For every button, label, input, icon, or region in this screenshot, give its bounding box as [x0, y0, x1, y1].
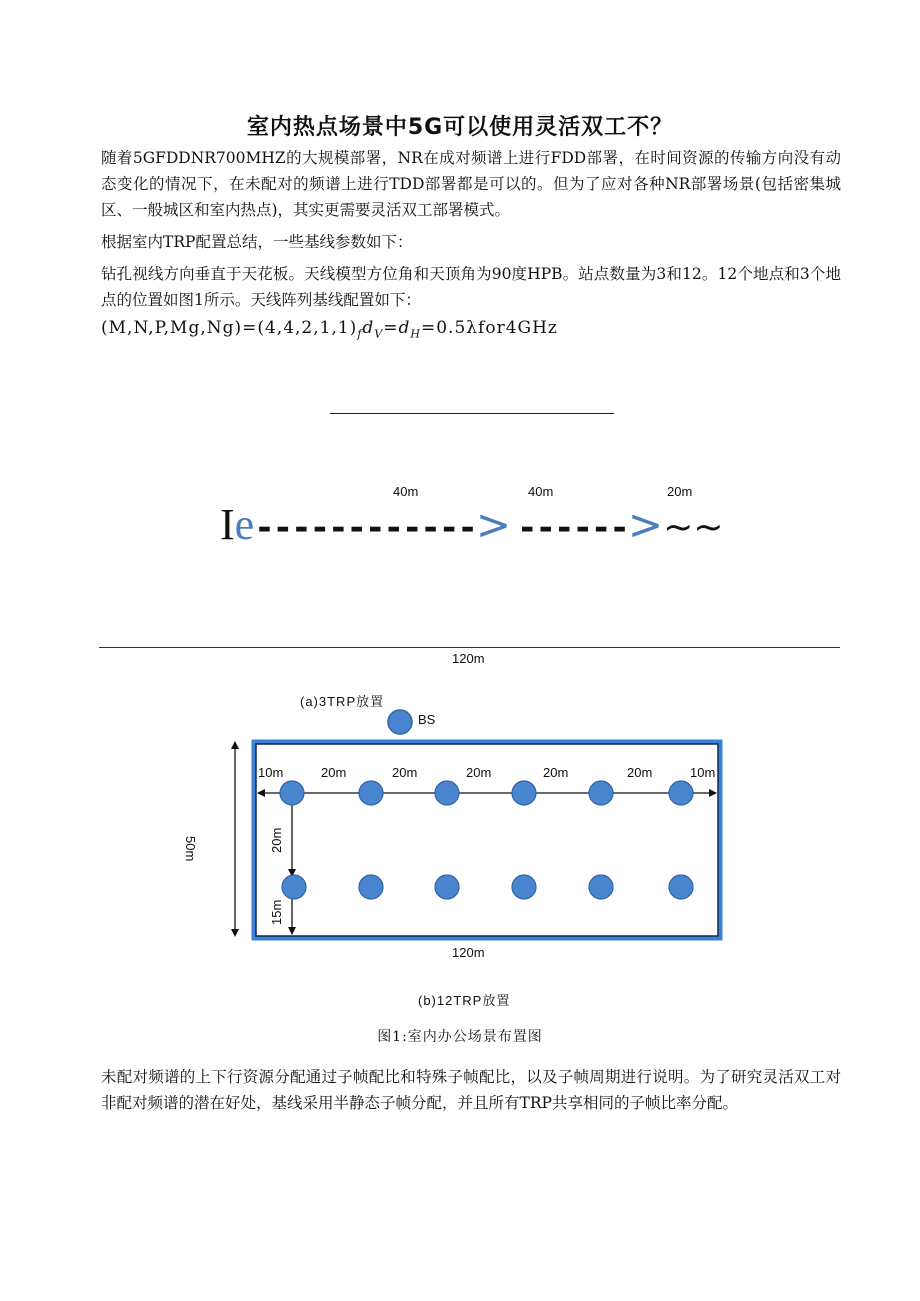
- formula-dv-sub: V: [374, 327, 384, 341]
- baseline-paragraph: 根据室内TRP配置总结，一些基线参数如下：: [101, 233, 413, 251]
- formula-suffix: =0.5λfor4GHz: [420, 318, 558, 338]
- vertical-15-label: 15m: [269, 899, 284, 925]
- formula-prefix: (M,N,P,Mg,Ng)=(4,4,2,1,1): [101, 318, 358, 338]
- trp-node: [512, 875, 536, 899]
- trp-node: [435, 781, 459, 805]
- fig-a-arrowhead-1: >: [475, 500, 512, 549]
- top-dist-5: 20m: [543, 765, 569, 780]
- vertical-20-label: 20m: [269, 827, 284, 853]
- formula-eq: =: [383, 318, 399, 338]
- top-dist-6: 20m: [627, 765, 653, 780]
- fig-b-caption: (b)12TRP放置: [418, 993, 511, 1008]
- fig-b-width-label: 120m: [452, 945, 485, 960]
- formula-dv: d: [362, 318, 375, 338]
- fig-a-dashes-1: ------------: [254, 508, 476, 548]
- page-title: 室内热点场景中5G可以使用灵活双工不？: [246, 115, 674, 140]
- top-dist-4: 20m: [466, 765, 492, 780]
- fig-a-glyph-i: I: [220, 500, 235, 549]
- trp-node: [359, 781, 383, 805]
- trp-node: [359, 875, 383, 899]
- trp-node: [669, 875, 693, 899]
- trp-node: [669, 781, 693, 805]
- antenna-paragraph: 钻孔视线方向垂直于天花板。天线模型方位角和天顶角为90度HPB。站点数量为3和12。12个地点和3个地点的位置如图1所示。天线阵列基线配置如下：: [101, 265, 841, 309]
- vertical-total-label: 50m: [183, 836, 198, 862]
- formula-dh-sub: H: [410, 327, 421, 341]
- fig-a-dist-3: 20m: [667, 484, 693, 499]
- trp-node: [589, 781, 613, 805]
- top-dist-7: 10m: [690, 765, 716, 780]
- figure-caption: 图1:室内办公场景布置图: [377, 1029, 543, 1045]
- trp-node: [589, 875, 613, 899]
- closing-paragraph: 未配对频谱的上下行资源分配通过子帧配比和特殊子帧配比，以及子帧周期进行说明。为了研究灵活双工对非配对频谱的潜在好处，基线采用半静态子帧分配，并且所有TRP共享相同的子帧比率分配。: [101, 1068, 841, 1112]
- fig-a-dashes-2: ------: [517, 508, 628, 548]
- top-dist-3: 20m: [392, 765, 418, 780]
- formula-sub: f: [357, 327, 363, 341]
- fig-a-arrowhead-2: >: [627, 500, 664, 549]
- fig-a-caption: (a)3TRP放置: [300, 694, 385, 709]
- fig-a-glyph-e: e: [234, 500, 255, 549]
- trp-node: [512, 781, 536, 805]
- trp-node: [282, 875, 306, 899]
- trp-node: [280, 781, 304, 805]
- intro-paragraph: 随着5GFDDNR700MHZ的大规模部署，NR在成对频谱上进行FDD部署，在时间资源的传输方向没有动态变化的情况下，在未配对的频谱上进行TDD部署都是可以的。但为了应对各种NR部署场景(包括密集城区、一般城区和室内热点)，其实更需要灵活双工部署模式。: [101, 149, 841, 219]
- bs-label: BS: [418, 712, 436, 727]
- fig-a-dist-1: 40m: [393, 484, 419, 499]
- formula-dh: d: [398, 318, 411, 338]
- fig-a-tilde: ~~: [663, 507, 724, 548]
- fig-a-dist-2: 40m: [528, 484, 554, 499]
- top-dist-2: 20m: [321, 765, 347, 780]
- fig-a-width-label: 120m: [452, 651, 485, 666]
- trp-node: [435, 875, 459, 899]
- top-dist-1: 10m: [258, 765, 284, 780]
- bs-node: [388, 710, 412, 734]
